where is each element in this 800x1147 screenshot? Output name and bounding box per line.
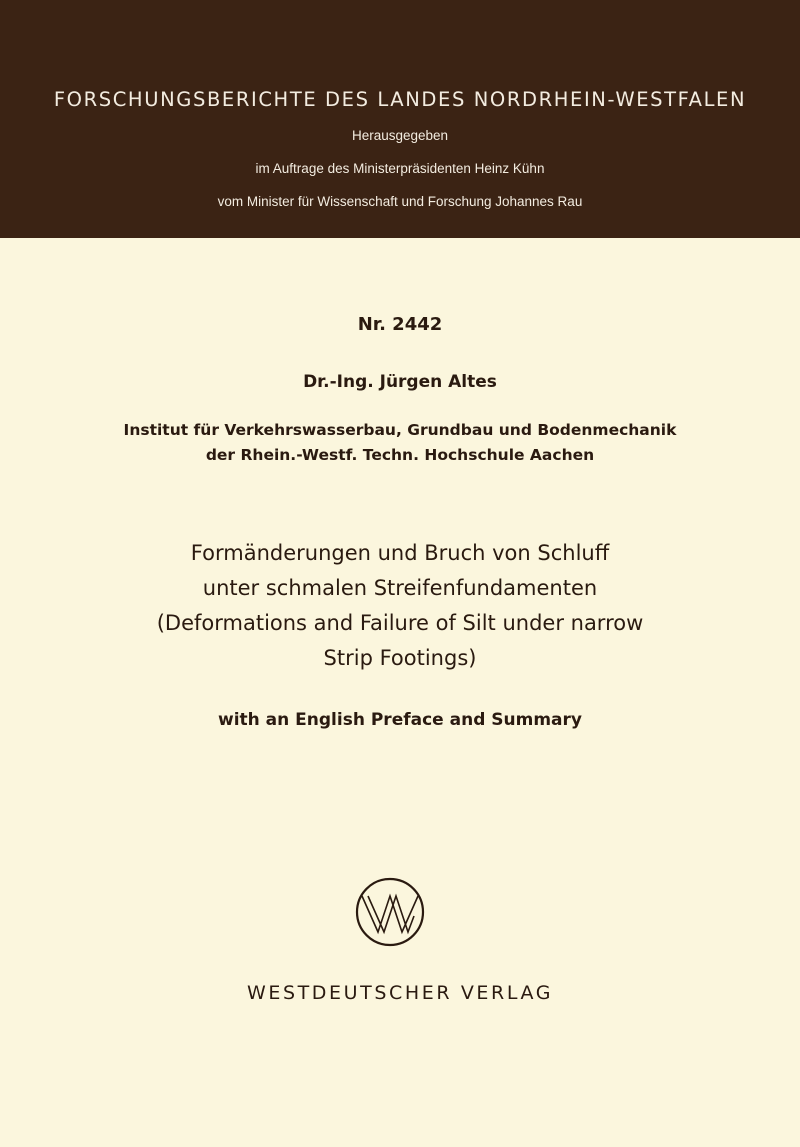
author: Dr.-Ing. Jürgen Altes [303, 372, 497, 392]
title-line: unter schmalen Streifenfundamenten [202, 576, 598, 600]
title-line: Strip Footings) [323, 646, 477, 670]
series-title: FORSCHUNGSBERICHTE DES LANDES NORDRHEIN-WESTFALEN [53, 88, 747, 111]
title-line: Formänderungen und Bruch von Schluff [190, 541, 610, 565]
book-title [0, 536, 800, 676]
institute-line: Institut für Verkehrswasserbau, Grundbau und Bodenmechanik [123, 421, 677, 439]
editor-line: im Auftrage des Ministerpräsidenten Heinz Kühn [255, 161, 545, 176]
publisher-name: WESTDEUTSCHER VERLAG [246, 982, 554, 1004]
title-line: (Deformations and Failure of Silt under narrow [156, 611, 644, 635]
publisher-logo-icon [354, 876, 426, 948]
editor-line: Herausgegeben [351, 128, 449, 143]
series-number: Nr. 2442 [357, 314, 443, 335]
subtitle: with an English Preface and Summary [218, 710, 582, 730]
editor-line: vom Minister für Wissenschaft und Forschung Johannes Rau [217, 194, 583, 209]
cover-header [0, 0, 800, 238]
institute-line: der Rhein.-Westf. Techn. Hochschule Aachen [205, 446, 595, 464]
institute [0, 418, 800, 468]
